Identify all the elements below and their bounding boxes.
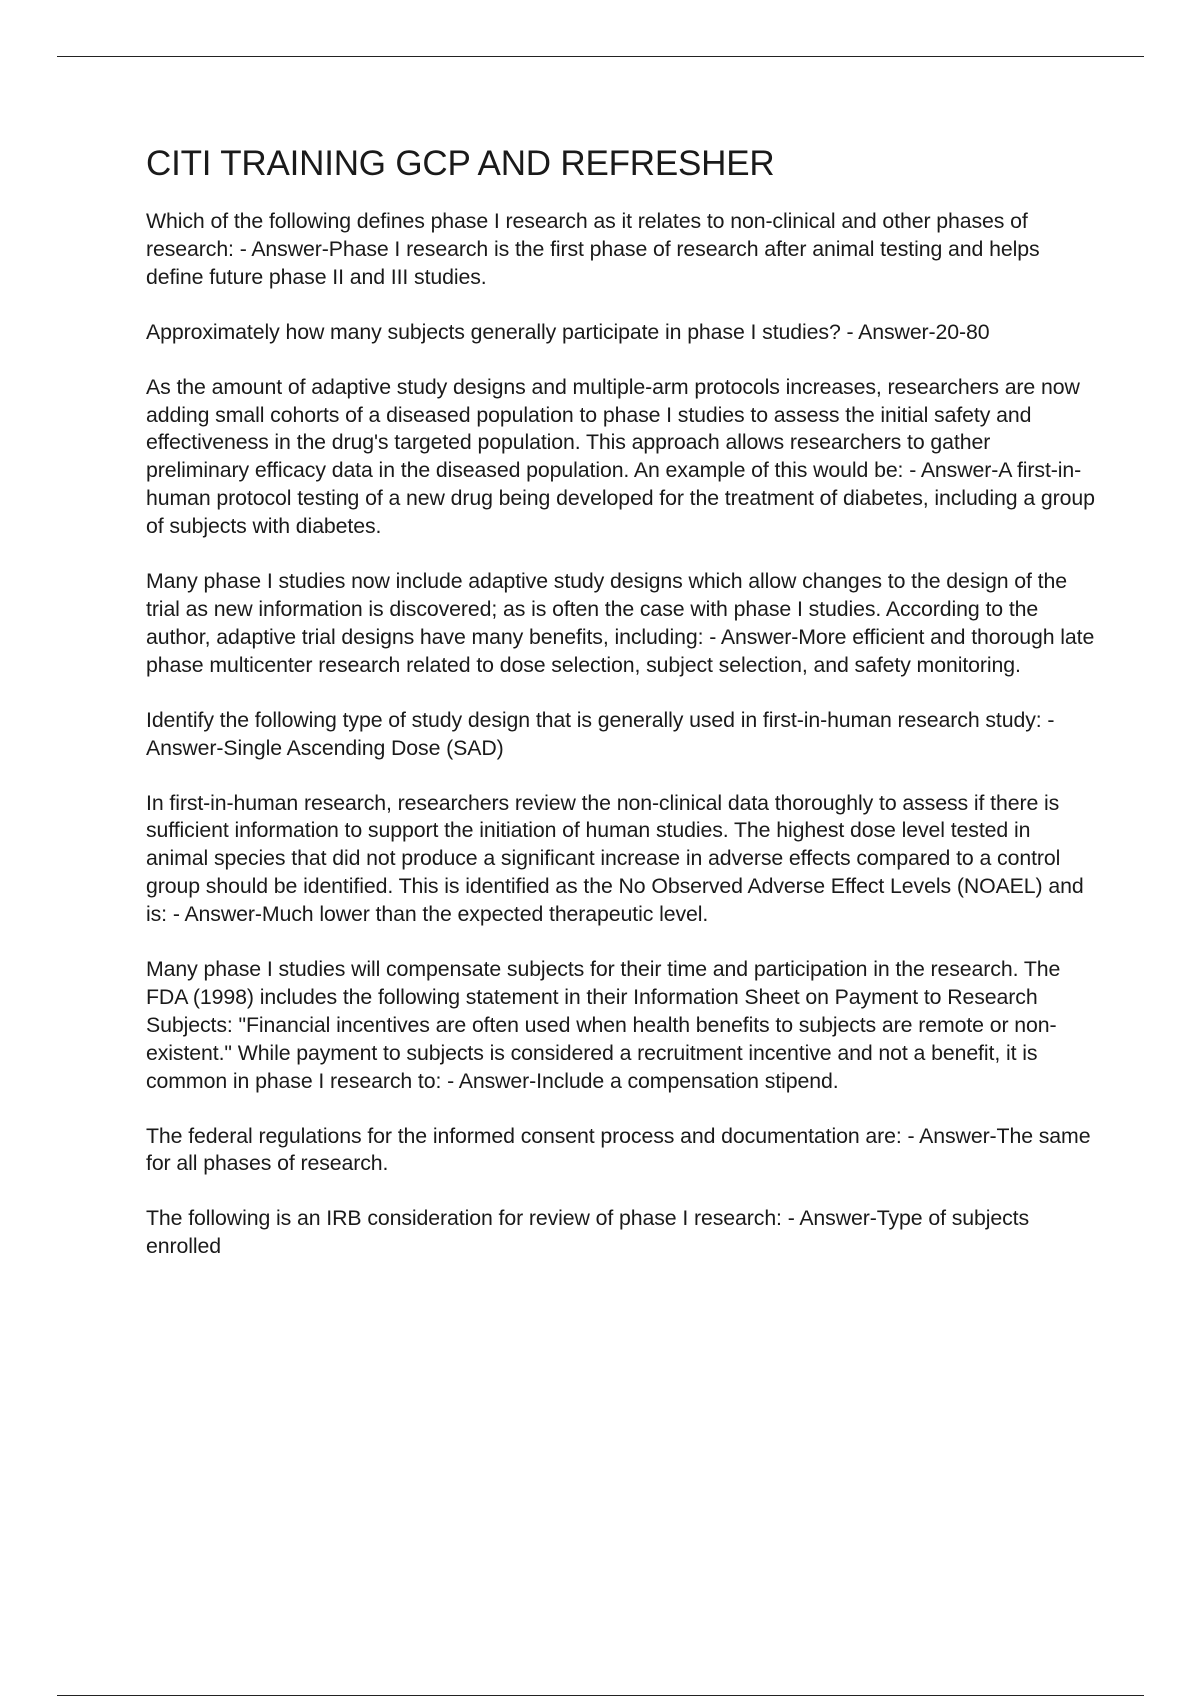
qa-entry: Which of the following defines phase I research as it relates to non-clinical and other phases of research: - Answer-Phase I research is the first phase of research after animal testing and helps define future phase II and III studies. (146, 209, 1040, 289)
document-title: CITI TRAINING GCP AND REFRESHER (146, 144, 775, 183)
qa-entry: In first-in-human research, researchers review the non-clinical data thoroughly to assess if there is sufficient information to support the initiation of human studies. The highest dose level tested in animal species that did not produce a significant increase in adverse effects compared to a control group should be identified. This is identified as the No Observed Adverse Effect Levels (NOAEL) and is: - Answer-Much lower than the expected therapeutic level. (146, 790, 1084, 927)
qa-entry: The federal regulations for the informed consent process and documentation are: - Answer-The same for all phases of research. (146, 1123, 1091, 1176)
qa-entry: Many phase I studies will compensate subjects for their time and participation in the research. The FDA (1998) includes the following statement in their Information Sheet on Payment to Research Subjects: "Financial incentives are often used when health benefits to subjects are remote or non-existent." While payment to subjects is considered a recruitment incentive and not a benefit, it is common in phase I research to: - Answer-Include a compensation stipend. (146, 957, 1061, 1093)
document-body (146, 142, 1096, 1288)
qa-entry: Identify the following type of study design that is generally used in first-in-human research study: - Answer-Single Ascending Dose (SAD) (146, 707, 1055, 760)
qa-entry: The following is an IRB consideration for review of phase I research: - Answer-Type of subjects enrolled (146, 1206, 1030, 1259)
qa-entry: Approximately how many subjects generally participate in phase I studies? - Answer-20-80 (146, 319, 990, 344)
qa-entry: Many phase I studies now include adaptive study designs which allow changes to the design of the trial as new information is discovered; as is often the case with phase I studies. According to the author, adaptive trial designs have many benefits, including: - Answer-More efficient and thorough late phase multicenter research related to dose selection, subject selection, and safety monitoring. (146, 569, 1095, 677)
top-rule (57, 56, 1144, 57)
qa-entry: As the amount of adaptive study designs and multiple-arm protocols increases, researchers are now adding small cohorts of a diseased population to phase I studies to assess the initial safety and effectiveness in the drug's targeted population. This approach allows researchers to gather preliminary efficacy data in the diseased population. An example of this would be: - Answer-A first-in-human protocol testing of a new drug being developed for the treatment of diabetes, including a group of subjects with diabetes. (146, 374, 1095, 539)
bottom-rule (57, 1695, 1144, 1696)
